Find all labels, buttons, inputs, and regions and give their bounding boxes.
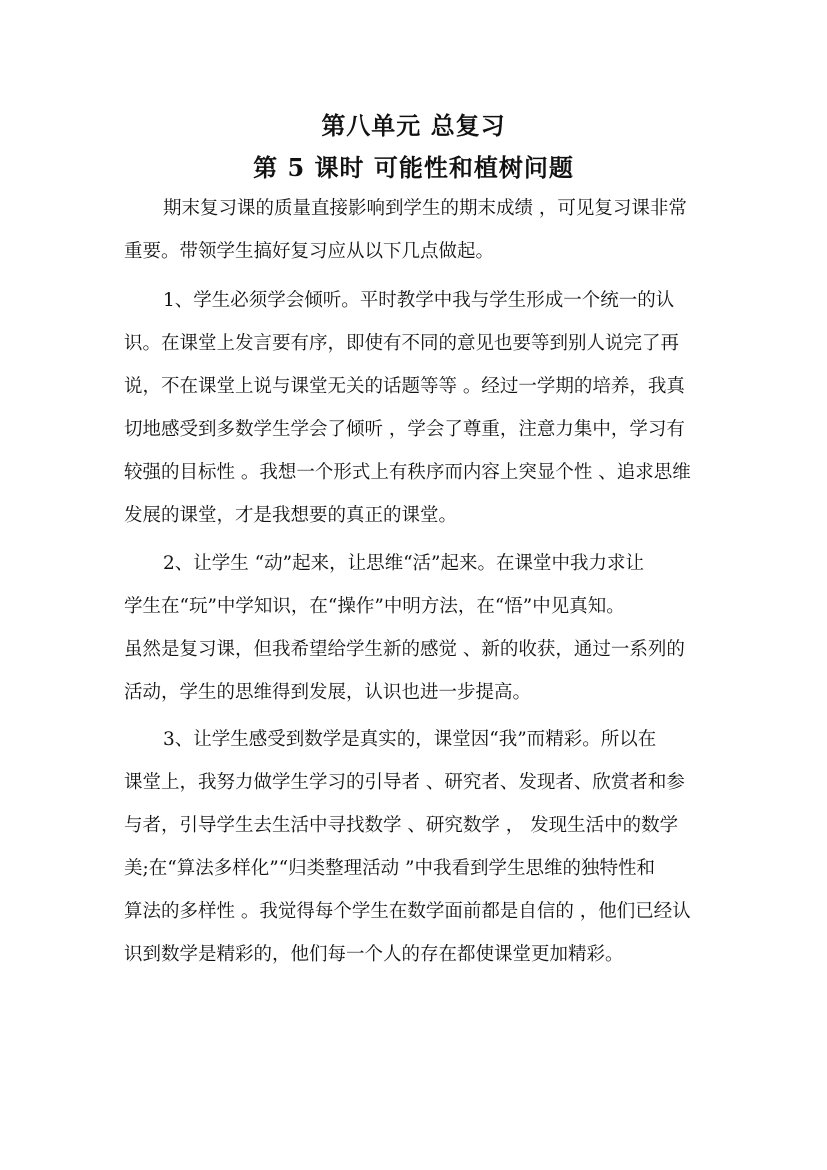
- text-line: 3、让学生感受到数学是真实的，课堂因“我”而精彩。所以在: [163, 729, 657, 750]
- text-line: 发展的课堂，才是我想要的真正的课堂。: [124, 505, 458, 526]
- lesson-title: 第 5 课时 可能性和植树问题: [253, 153, 574, 182]
- text-line: 识到数学是精彩的，他们每一个人的存在都使课堂更加精彩。: [124, 944, 624, 965]
- text-line: 美;在“算法多样化”“归类整理活动 ”中我看到学生思维的独特性和: [124, 858, 655, 879]
- text-line: 1、学生必须学会倾听。平时教学中我与学生形成一个统一的认: [163, 290, 675, 311]
- text-line: 重要。带领学生搞好复习应从以下几点做起。: [124, 241, 495, 262]
- text-line: 说，不在课堂上说与课堂无关的话题等等 。经过一学期的培养，我真: [124, 376, 685, 397]
- text-line: 识。在课堂上发言要有序，即使有不同的意见也要等到别人说完了再: [124, 333, 680, 354]
- text-line: 虽然是复习课，但我希望给学生新的感觉 、新的收获，通过一系列的: [124, 639, 685, 660]
- text-line: 较强的目标性 。我想一个形式上有秩序而内容上突显个性 、追求思维: [124, 462, 691, 483]
- text-line: 活动，学生的思维得到发展，认识也进一步提高。: [124, 682, 532, 703]
- text-line: 课堂上，我努力做学生学习的引导者 、研究者、发现者、欣赏者和参: [124, 772, 685, 793]
- text-line: 算法的多样性 。我觉得每个学生在数学面前都是自信的 ，他们已经认: [124, 901, 691, 922]
- text-line: 学生在“玩”中学知识，在“操作”中明方法，在“悟”中见真知。: [124, 596, 625, 617]
- text-line: 切地感受到多数学生学会了倾听 ，学会了尊重，注意力集中，学习有: [124, 419, 685, 440]
- text-line: 期末复习课的质量直接影响到学生的期末成绩 ，可见复习课非常: [163, 198, 687, 219]
- text-line: 2、让学生 “动”起来，让思维“活”起来。在课堂中我力求让: [163, 553, 644, 574]
- text-line: 与者，引导学生去生活中寻找数学 、研究数学 ， 发现生活中的数学: [124, 815, 679, 836]
- unit-title: 第八单元 总复习: [321, 111, 506, 140]
